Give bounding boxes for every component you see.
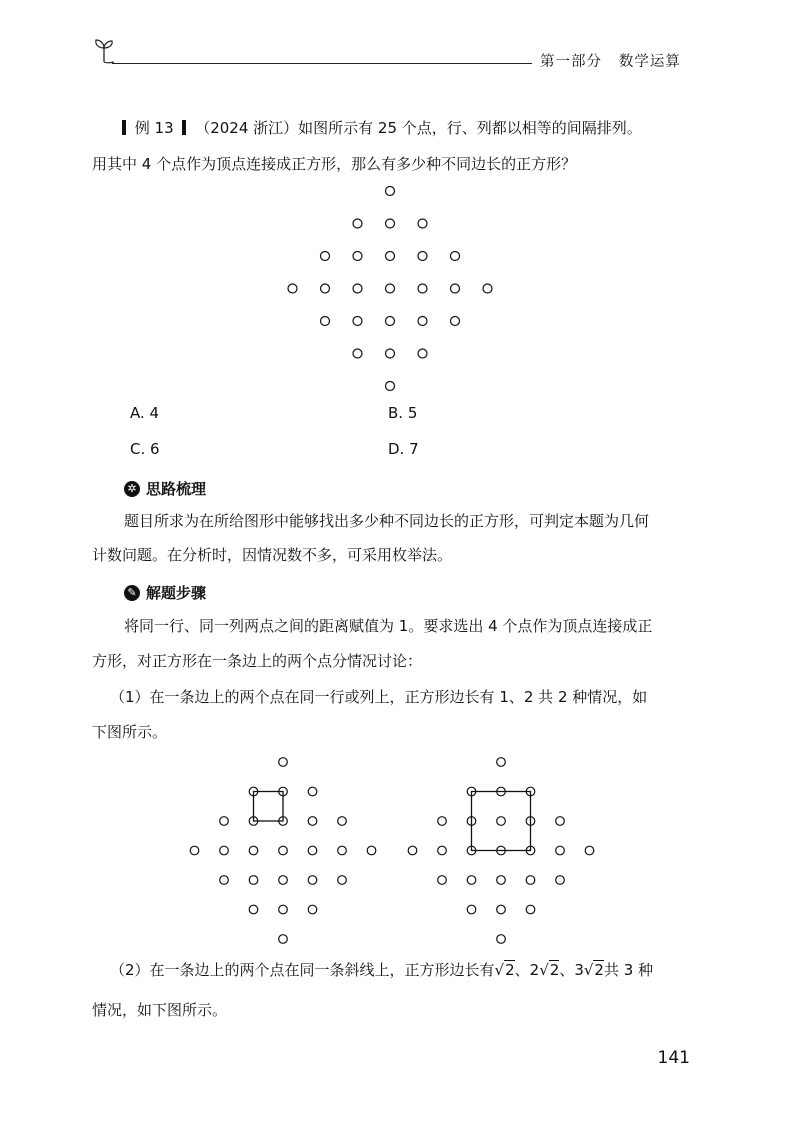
grid-point — [308, 876, 317, 885]
grid-point — [353, 317, 362, 326]
sprout-icon — [92, 38, 116, 64]
option-a[interactable]: A. 4 — [130, 404, 160, 422]
case1-line1: （1）在一条边上的两个点在同一行或列上，正方形边长有 1、2 共 2 种情况，如 — [110, 688, 648, 706]
header-topic: 数学运算 — [618, 54, 681, 70]
grid-point — [220, 817, 229, 826]
grid-point — [338, 846, 347, 855]
solution-line2: 方形，对正方形在一条边上的两个点分情况讨论： — [92, 652, 423, 670]
grid-point — [386, 317, 395, 326]
option-c[interactable]: C. 6 — [130, 440, 160, 458]
grid-point — [338, 876, 347, 885]
grid-point — [497, 905, 506, 914]
grid-point — [279, 876, 288, 885]
grid-point — [556, 846, 565, 855]
grid-point — [438, 846, 447, 855]
case2-sep1: 、2 — [514, 961, 540, 979]
grid-point — [418, 317, 427, 326]
grid-point — [418, 219, 427, 228]
point-diamond-figure — [270, 175, 510, 395]
example-heading — [122, 118, 642, 138]
grid-point — [353, 349, 362, 358]
example-label: 例 13 — [134, 119, 174, 137]
grid-point — [353, 252, 362, 261]
analysis-line1: 题目所求为在所给图形中能够找出多少种不同边长的正方形，可判定本题为几何 — [124, 512, 650, 530]
analysis-title: 思路梳理 — [146, 480, 207, 498]
option-d[interactable]: D. 7 — [388, 440, 419, 458]
grid-point — [220, 846, 229, 855]
grid-point — [451, 284, 460, 293]
grid-point — [483, 284, 492, 293]
highlighted-square — [254, 792, 284, 822]
sqrt-2-b: √2 — [539, 961, 560, 979]
grid-point — [386, 349, 395, 358]
solution-title: 解题步骤 — [146, 584, 207, 602]
grid-point — [338, 817, 347, 826]
grid-point — [418, 284, 427, 293]
grid-point — [408, 846, 417, 855]
grid-point — [279, 935, 288, 944]
grid-point — [526, 905, 535, 914]
grid-point — [386, 382, 395, 391]
grid-point — [418, 349, 427, 358]
example-line1: （2024 浙江）如图所示有 25 个点，行、列都以相等的间隔排列。 — [195, 119, 642, 137]
grid-point — [321, 284, 330, 293]
header-section: 第一部分 — [540, 54, 602, 70]
grid-point — [418, 252, 427, 261]
example-line2: 用其中 4 个点作为顶点连接成正方形，那么有多少种不同边长的正方形？ — [92, 155, 577, 173]
grid-point — [279, 846, 288, 855]
grid-point — [386, 219, 395, 228]
grid-point — [451, 252, 460, 261]
page-number: 141 — [657, 1048, 690, 1068]
grid-point — [249, 905, 258, 914]
grid-point — [497, 876, 506, 885]
pencil-icon: ✎ — [124, 585, 140, 601]
grid-point — [526, 876, 535, 885]
example-bar-right — [182, 120, 186, 135]
case2-post: 共 3 种 — [603, 961, 654, 979]
sqrt-2-c: √2 — [583, 961, 604, 979]
case2-line2: 情况，如下图所示。 — [92, 1001, 228, 1019]
grid-point — [386, 252, 395, 261]
grid-point — [386, 187, 395, 196]
grid-point — [308, 787, 317, 796]
grid-point — [438, 817, 447, 826]
grid-point — [556, 817, 565, 826]
case2-sep2: 、3 — [559, 961, 584, 979]
grid-point — [279, 758, 288, 767]
case1-figure-side2 — [403, 752, 603, 948]
grid-point — [353, 219, 362, 228]
grid-point — [585, 846, 594, 855]
grid-point — [497, 758, 506, 767]
grid-point — [467, 876, 476, 885]
running-header — [540, 50, 681, 71]
example-bar-left — [122, 120, 126, 135]
gear-icon: ✲ — [124, 481, 140, 497]
grid-point — [220, 876, 229, 885]
grid-point — [467, 905, 476, 914]
case1-figure-side1 — [185, 752, 385, 948]
grid-point — [386, 284, 395, 293]
grid-point — [556, 876, 565, 885]
sqrt-2-a: √2 — [494, 961, 515, 979]
grid-point — [353, 284, 362, 293]
header-rule — [112, 63, 532, 64]
grid-point — [249, 846, 258, 855]
grid-point — [308, 846, 317, 855]
grid-point — [438, 876, 447, 885]
grid-point — [288, 284, 297, 293]
grid-point — [279, 905, 288, 914]
analysis-line2: 计数问题。在分析时，因情况数不多，可采用枚举法。 — [92, 546, 453, 564]
case2-line1 — [110, 960, 653, 980]
grid-point — [497, 817, 506, 826]
grid-point — [308, 905, 317, 914]
solution-heading — [124, 582, 206, 603]
grid-point — [451, 317, 460, 326]
grid-point — [321, 252, 330, 261]
grid-point — [321, 317, 330, 326]
option-b[interactable]: B. 5 — [388, 404, 418, 422]
grid-point — [249, 876, 258, 885]
analysis-heading — [124, 478, 206, 499]
grid-point — [497, 935, 506, 944]
grid-point — [190, 846, 199, 855]
highlighted-square — [472, 792, 531, 851]
case1-line2: 下图所示。 — [92, 723, 168, 741]
case2-pre: （2）在一条边上的两个点在同一条斜线上，正方形边长有 — [110, 961, 495, 979]
grid-point — [367, 846, 376, 855]
solution-line1: 将同一行、同一列两点之间的距离赋值为 1。要求选出 4 个点作为顶点连接成正 — [124, 617, 653, 635]
grid-point — [308, 817, 317, 826]
